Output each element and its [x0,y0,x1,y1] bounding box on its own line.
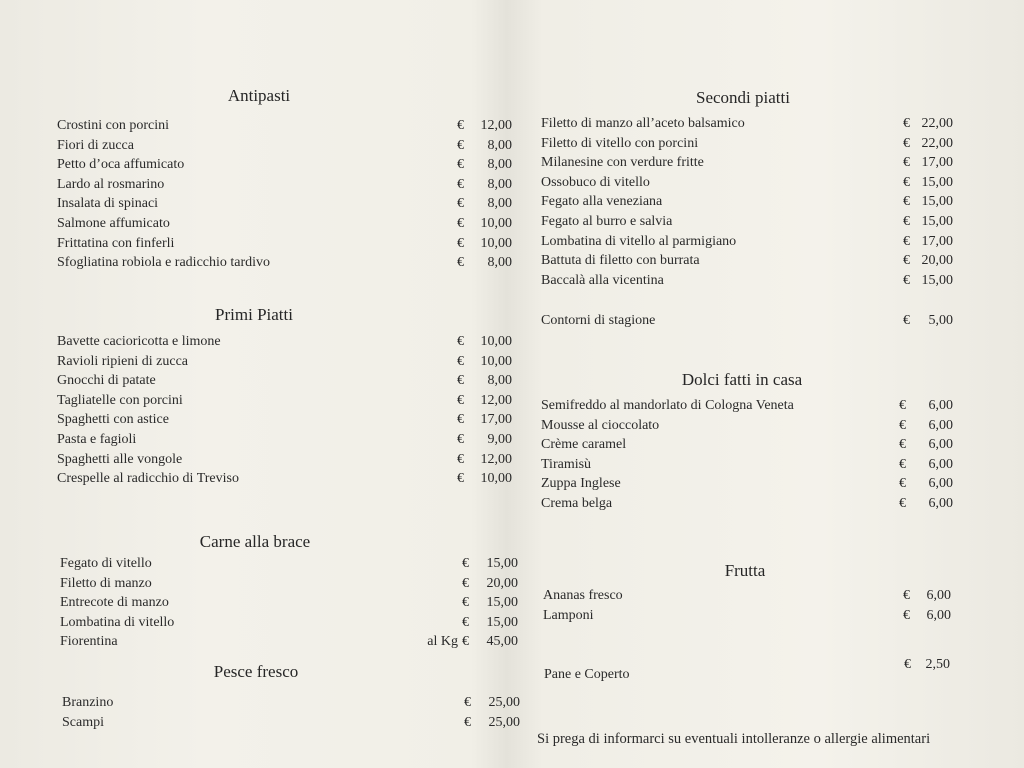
section-title-secondi: Secondi piatti [696,88,790,107]
euro-symbol: € [464,695,471,710]
item-price: 10,00 [480,353,512,369]
item-name: Crespelle al radicchio di Treviso [57,471,239,487]
item-name: Pane e Coperto [544,667,630,682]
item-name: Gnocchi di patate [57,373,156,389]
euro-symbol: € [899,437,906,453]
euro-symbol: € [899,417,906,433]
euro-symbol: € [899,398,906,413]
item-price: 8,00 [487,176,512,192]
euro-symbol: € [462,614,469,630]
item-name: Pasta e fagioli [57,432,137,447]
item-name: Bavette cacioricotta e limone [57,334,221,349]
euro-symbol: € [457,432,464,447]
euro-symbol: € [899,496,906,511]
menu-item-row [60,634,528,654]
item-price: 6,00 [928,398,953,413]
item-price: 22,00 [921,116,953,131]
item-price: 8,00 [487,196,512,212]
menu-item-row [541,194,963,214]
item-price: 10,00 [480,471,512,487]
item-name: Lamponi [543,607,594,623]
item-price: 17,00 [921,233,953,249]
euro-symbol: € [457,118,464,133]
menu-item-row [57,432,522,452]
section-title-carne: Carne alla brace [199,532,311,551]
item-price: 45,00 [486,634,518,650]
item-price: 6,00 [928,456,953,472]
euro-symbol: € [462,634,469,650]
item-price: 15,00 [921,194,953,210]
item-name: Sfogliatina robiola e radicchio tardivo [57,255,271,271]
item-price: 20,00 [921,253,953,269]
menu-item-row [541,476,963,496]
menu-item-row [541,398,963,418]
euro-symbol: € [903,194,910,210]
item-price: 12,00 [480,118,512,133]
menu-item-row [60,615,528,635]
item-price: 9,00 [487,432,512,447]
item-name: Contorni di stagione [541,313,656,328]
item-price: 10,00 [480,334,512,349]
allergy-note: Si prega di informarci su eventuali intolleranze o allergie alimentari [537,731,931,747]
item-name: Lombatina di vitello al parmigiano [541,233,737,249]
item-name: Entrecote di manzo [60,595,169,611]
menu-item-row [62,715,530,735]
menu-item-row [57,118,522,138]
item-price: 10,00 [480,235,512,251]
euro-symbol: € [457,235,464,251]
item-name: Ananas fresco [543,588,623,603]
item-price: 20,00 [486,575,518,591]
menu-item-row [541,273,963,293]
item-price: 12,00 [480,392,512,408]
item-name: Semifreddo al mandorlato di Cologna Veneta [541,398,794,413]
item-name: Filetto di vitello con porcini [541,135,699,151]
menu-item-row [543,588,961,608]
item-name: Crème caramel [541,437,627,453]
item-price: 15,00 [486,556,518,571]
item-price: 22,00 [921,135,953,151]
menu-item-row [60,556,528,576]
euro-symbol: € [903,233,910,249]
menu-item-row [57,138,522,158]
item-name: Filetto di manzo [60,575,152,591]
euro-symbol: € [903,607,910,623]
euro-symbol: € [462,575,469,591]
menu-item-row [57,393,522,413]
menu-item-row [57,236,522,256]
item-price: 6,00 [928,437,953,453]
menu-item-row [57,157,522,177]
section-title-pesce: Pesce fresco [213,662,299,681]
contorni-row [541,313,961,333]
menu-item-row [57,452,522,472]
item-name: Baccalà alla vicentina [541,272,664,288]
item-name: Petto d’oca affumicato [57,157,185,173]
item-name: Milanesine con verdure fritte [541,155,704,171]
euro-symbol: € [903,253,910,269]
euro-symbol: € [457,373,464,389]
item-name: Frittatina con finferli [57,235,175,251]
item-price: 8,00 [487,255,512,271]
menu-item-row [57,373,522,393]
item-name: Lombatina di vitello [60,614,175,630]
euro-symbol: € [457,216,464,231]
item-price: 2,50 [925,657,950,672]
price-unit: al Kg [427,634,458,650]
euro-symbol: € [462,595,469,611]
item-name: Fegato al burro e salvia [541,214,673,229]
menu-item-row [57,196,522,216]
item-name: Mousse al cioccolato [541,417,660,433]
item-price: 8,00 [487,373,512,389]
item-price: 17,00 [480,412,512,428]
euro-symbol: € [903,155,910,171]
item-name: Scampi [62,714,104,730]
euro-symbol: € [899,476,906,492]
euro-symbol: € [457,392,464,408]
euro-symbol: € [457,334,464,349]
item-price: 6,00 [928,417,953,433]
euro-symbol: € [457,176,464,192]
menu-item-row [57,412,522,432]
item-name: Fiorentina [60,634,118,650]
item-name: Branzino [62,695,114,710]
item-price: 6,00 [928,476,953,492]
item-name: Crostini con porcini [57,118,169,133]
menu-item-row [541,175,963,195]
euro-symbol: € [903,588,910,603]
euro-symbol: € [903,313,910,328]
item-name: Insalata di spinaci [57,196,159,212]
menu-item-row [541,457,963,477]
item-name: Crema belga [541,496,613,511]
item-price: 25,00 [488,714,520,730]
menu-item-row [57,354,522,374]
item-price: 17,00 [921,155,953,171]
item-price: 15,00 [921,272,953,288]
euro-symbol: € [457,157,464,173]
menu-item-row [541,253,963,273]
item-name: Zuppa Inglese [541,476,621,492]
item-name: Tiramisù [541,456,592,472]
euro-symbol: € [457,137,464,153]
menu-item-row [541,496,963,516]
euro-symbol: € [462,556,469,571]
euro-symbol: € [464,714,471,730]
item-price: 6,00 [928,496,953,511]
item-price: 15,00 [921,214,953,229]
euro-symbol: € [457,451,464,467]
item-name: Tagliatelle con porcini [57,392,183,408]
section-title-dolci: Dolci fatti in casa [681,370,803,389]
section-title-antipasti: Antipasti [227,86,291,105]
item-price: 8,00 [487,137,512,153]
item-price: 6,00 [926,588,951,603]
item-price: 15,00 [486,614,518,630]
item-price: 15,00 [921,174,953,190]
item-price: 15,00 [486,595,518,611]
item-name: Battuta di filetto con burrata [541,253,700,269]
item-price: 12,00 [480,451,512,467]
menu-item-row [57,255,522,275]
euro-symbol: € [903,135,910,151]
menu-item-row [57,334,522,354]
euro-symbol: € [903,272,910,288]
euro-symbol: € [903,214,910,229]
item-price: 8,00 [487,157,512,173]
euro-symbol: € [903,174,910,190]
menu-item-row [541,155,963,175]
menu-item-row [541,214,963,234]
euro-symbol: € [457,255,464,271]
item-price: 5,00 [928,313,953,328]
item-name: Ossobuco di vitello [541,174,650,190]
menu-item-row [57,471,522,491]
item-price: 10,00 [480,216,512,231]
euro-symbol: € [457,471,464,487]
item-price: 6,00 [926,607,951,623]
menu-item-row [541,234,963,254]
item-price: 25,00 [488,695,520,710]
item-name: Salmone affumicato [57,216,170,231]
menu-item-row [541,437,963,457]
menu-item-row [60,595,528,615]
menu-item-row [60,576,528,596]
menu-item-row [541,116,963,136]
coperto-row [544,657,964,685]
euro-symbol: € [457,353,464,369]
menu-item-row [57,177,522,197]
item-name: Fegato alla veneziana [541,194,663,210]
euro-symbol: € [457,196,464,212]
item-name: Filetto di manzo all’aceto balsamico [541,116,745,131]
item-name: Spaghetti con astice [57,412,169,428]
item-name: Ravioli ripieni di zucca [57,353,189,369]
euro-symbol: € [457,412,464,428]
item-name: Lardo al rosmarino [57,176,165,192]
item-name: Fegato di vitello [60,556,152,571]
menu-item-row [541,418,963,438]
item-name: Spaghetti alle vongole [57,451,183,467]
menu-item-row [62,695,530,715]
menu-item-row [57,216,522,236]
section-title-primi: Primi Piatti [215,305,293,324]
menu-item-row [543,608,961,628]
item-name: Fiori di zucca [57,137,134,153]
euro-symbol: € [899,456,906,472]
menu-item-row [541,136,963,156]
euro-symbol: € [904,657,911,672]
euro-symbol: € [903,116,910,131]
right-page [520,0,1024,768]
section-title-frutta: Frutta [724,561,766,580]
